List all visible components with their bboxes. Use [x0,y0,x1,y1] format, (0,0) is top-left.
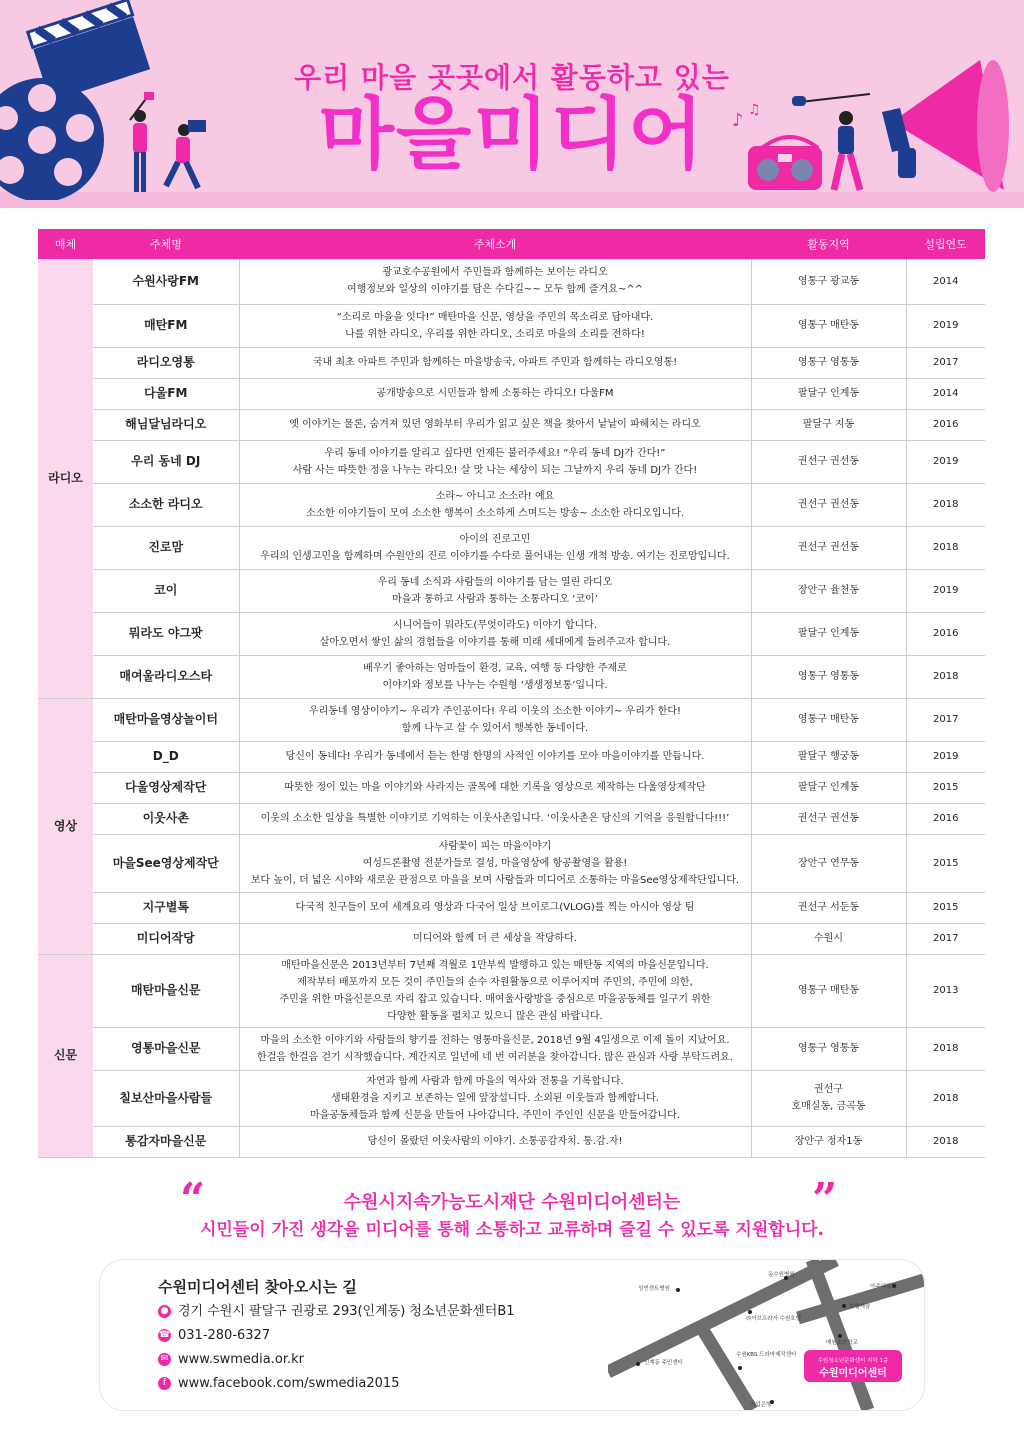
intro-line: 생태환경을 지키고 보존하는 일에 앞장섭니다. 소외된 이웃들과 함께합니다. [330,1092,660,1104]
area-line: 영통구 광교동 [797,275,860,287]
intro-line: 한걸음 한걸음 걷기 시작했습니다. 계간지로 일년에 네 번 여러분을 찾아갑니다. 많은 관심과 사랑 부탁드려요. [257,1051,733,1063]
intro-line: 매탄마을신문은 2013년부터 7년째 격월로 1만부씩 발행하고 있는 매탄동 지역의 마을신문입니다. [281,959,709,971]
group-intro-cell [239,569,751,612]
intro-line: 보다 높이, 더 넓은 시야와 새로운 관점으로 마을을 보며 사람들과 미디어로 소통하는 마을See영상제작단입니다. [250,874,740,886]
activity-area-cell [751,612,906,655]
close-quote-mark: ” [812,1174,838,1225]
media-category-cell: 라디오 [38,259,93,698]
intro-line: 자연과 함께 사람과 함께 마을의 역사와 전통을 기록합니다. [366,1075,624,1087]
table-row [38,483,985,526]
intro-line: 공개방송으로 시민들과 함께 소통하는 라디오! 다울FM [376,388,614,399]
table-row [38,378,985,409]
quote-line-1: 수원시지속가능도시재단 수원미디어센터는 [343,1192,681,1213]
founded-year-cell: 2019 [906,304,985,347]
table-row [38,655,985,698]
founded-year-cell: 2016 [906,803,985,834]
map-label-maewon-school: 매원초등학교 [826,1340,858,1346]
activity-area-cell [751,347,906,378]
table-row [38,834,985,892]
hero-banner [0,0,1024,208]
directions-card [100,1260,924,1410]
group-intro-cell [239,741,751,772]
intro-line: 마을의 소소한 이야기와 사람들의 향기를 전하는 영통마을신문, 2018년 9월 4일생으로 이제 돌이 지났어요. [260,1034,730,1046]
group-intro-cell [239,259,751,304]
page-title: 마을미디어 [318,90,706,180]
founded-year-cell: 2018 [906,483,985,526]
facebook-row [158,1375,399,1393]
intro-line: 아이의 진로고민 [459,533,531,545]
group-intro-cell [239,923,751,954]
activity-area-cell [751,440,906,483]
activity-area-cell [751,409,906,440]
table-row [38,1126,985,1157]
group-name-cell: 매탄마을영상놀이터 [93,698,239,741]
group-intro-cell [239,347,751,378]
table-header-row [38,229,985,259]
area-line: 영통구 매탄동 [797,320,860,331]
intro-line: 여성드론촬영 전문가들로 결성, 마을영상에 항공촬영을 활용! [362,857,628,869]
intro-line: 다국적 친구들이 모여 세계요리 영상과 다국어 일상 브이로그(VLOG)를 찍는 아시아 영상 팀 [295,902,695,913]
group-name-cell: 진로맘 [93,526,239,569]
table-row [38,409,985,440]
area-line: 팔달구 지동 [802,419,855,430]
intro-line: 주민을 위한 마을신문으로 자리 잡고 있습니다. 매여울사랑방을 중심으로 마을공동체를 일구기 위한 [279,993,711,1005]
facebook-icon: f [158,1377,171,1390]
table-row [38,803,985,834]
table-body [38,259,985,1157]
intro-line: 우리동네 영상이야기~ 우리가 주인공이다! 우리 이웃의 소소한 이야기~ 우리가 한다! [308,705,682,717]
intro-line: 이웃의 소소한 일상을 특별한 이야기로 기억하는 이웃사촌입니다. ‘이웃사촌은 당신의 기억을 응원합니다!!!’ [260,813,730,824]
website-row [158,1351,304,1369]
location-map [608,1260,924,1410]
group-intro-cell [239,834,751,892]
location-pin-icon: ● [158,1305,171,1318]
area-line: 팔달구 인계동 [797,782,860,793]
founded-year-cell: 2019 [906,569,985,612]
group-name-cell: 마을See영상제작단 [93,834,239,892]
activity-area-cell [751,954,906,1027]
mail-icon: ✉ [158,1353,171,1366]
founded-year-cell: 2018 [906,1027,985,1070]
intro-line: 다양한 활동을 펼치고 있으니 많은 관심 바랍니다. [387,1010,603,1022]
group-intro-cell [239,892,751,923]
directions-title: 수원미디어센터 찾아오시는 길 [158,1278,357,1296]
area-line: 영통구 매탄동 [797,985,860,996]
activity-area-cell [751,378,906,409]
map-label-st-vincent: 성빈센트병원 [638,1286,670,1292]
area-line: 권선구 [814,1084,843,1095]
activity-area-cell [751,741,906,772]
table-row [38,1027,985,1070]
phone-row [158,1327,270,1345]
table-row [38,741,985,772]
intro-line: 마을공동체들과 함께 신문을 만들어 나아갑니다. 주민이 주인인 신문을 만들어갑니다. [310,1109,680,1121]
phone-icon: ☎ [158,1330,171,1340]
group-name-cell: 이웃사촌 [93,803,239,834]
intro-line: 당신이 동네다! 우리가 동네에서 듣는 한명 한명의 사적인 이야기를 모아 마을이야기를 만듭니다. [285,751,705,762]
phone-text: 031-280-6327 [178,1328,271,1343]
area-line: 영통구 영통동 [797,671,860,682]
megaphone-icon [862,52,1024,202]
activity-area-cell [751,803,906,834]
area-line: 수원시 [814,933,843,944]
media-category-cell: 신문 [38,954,93,1157]
group-intro-cell [239,1070,751,1126]
group-name-cell: 미디어작당 [93,923,239,954]
svg-text:♪: ♪ [732,110,744,131]
intro-line: 나를 위한 라디오, 우리를 위한 라디오, 소리로 마을의 소리를 전하다! [345,328,645,340]
activity-area-cell [751,923,906,954]
area-line: 팔달구 행궁동 [797,751,860,762]
map-label-hospital: 동수원병원 [768,1272,795,1278]
founded-year-cell: 2014 [906,259,985,304]
table-row [38,698,985,741]
intro-line: 소라~ 아니고 소소라! 예요 [435,490,555,502]
group-intro-cell [239,483,751,526]
area-line: 영통구 영통동 [797,357,860,368]
map-label-university: 아주대학교 [870,1284,897,1290]
group-intro-cell [239,378,751,409]
group-name-cell: 뭐라도 야그팟 [93,612,239,655]
group-name-cell: 다울영상제작단 [93,772,239,803]
table-row [38,526,985,569]
table-row [38,892,985,923]
area-line: 장안구 정자1동 [794,1136,863,1147]
group-intro-cell [239,409,751,440]
group-name-cell: 매탄FM [93,304,239,347]
group-name-cell: 수원사랑FM [93,259,239,304]
intro-line: 이야기와 정보를 나누는 수원형 ‘생생정보통’입니다. [382,679,608,691]
intro-line: 우리 동네 이야기를 알리고 싶다면 언제든 불러주세요! “우리 동네 DJ가 간다!” [324,447,666,459]
founded-year-cell: 2015 [906,834,985,892]
group-name-cell: 소소한 라디오 [93,483,239,526]
group-intro-cell [239,698,751,741]
activity-area-cell [751,698,906,741]
group-intro-cell [239,526,751,569]
area-line: 팔달구 인계동 [797,388,860,399]
founded-year-cell: 2015 [906,892,985,923]
group-name-cell: 라디오영통 [93,347,239,378]
founded-year-cell: 2015 [906,772,985,803]
intro-line: 광교호수공원에서 주민들과 함께하는 보이는 라디오 [382,267,608,279]
activity-area-cell [751,772,906,803]
activity-area-cell [751,304,906,347]
founded-year-cell: 2017 [906,347,985,378]
header-subtitle: 우리 마을 곳곳에서 활동하고 있는 [294,61,730,94]
column-header-media: 매체 [38,229,93,259]
group-name-cell: 통감자마을신문 [93,1126,239,1157]
table-row [38,954,985,1027]
activity-area-cell [751,1070,906,1126]
map-label-ingye-center: 인계동 주민센터 [644,1360,683,1366]
intro-line: 우리 동네 소식과 사람들의 이야기를 담는 열린 라디오 [377,576,613,588]
group-intro-cell [239,1027,751,1070]
intro-line: 옛 이야기는 물론, 숨겨져 있던 영화부터 우리가 읽고 싶은 책을 찾아서 낱낱이 파헤치는 라디오 [289,419,701,430]
intro-line: 시니어들이 뭐라도(무엇이라도) 이야기 합니다. [392,619,598,631]
table-row [38,772,985,803]
group-intro-cell [239,612,751,655]
group-name-cell: 매탄마을신문 [93,954,239,1027]
map-label-kbs: 수원KBS 드라마제작센터 [736,1352,797,1358]
group-intro-cell [239,655,751,698]
founded-year-cell: 2019 [906,440,985,483]
area-line: 장안구 연무동 [797,857,860,869]
map-label-ibk: 기업은행 [750,1402,772,1408]
address-text: 경기 수원시 팔달구 권광로 293(인계동) 청소년문화센터B1 [178,1304,515,1319]
founded-year-cell: 2019 [906,741,985,772]
founded-year-cell: 2014 [906,378,985,409]
table-row [38,923,985,954]
founded-year-cell: 2018 [906,1126,985,1157]
intro-line: 여행정보와 일상의 이야기를 담은 수다길~~ 모두 함께 즐겨요~^^ [347,284,643,296]
activity-area-cell [751,1126,906,1157]
intro-line: 따뜻한 정이 있는 마을 이야기와 사라지는 골목에 대한 기록을 영상으로 제작하는 다울영상제작단 [284,782,706,793]
website-link[interactable]: www.swmedia.or.kr [178,1352,304,1367]
group-intro-cell [239,1126,751,1157]
intro-line: 당신이 몰랐던 이웃사람의 이야기. 소통공감자치. 통.감.자! [367,1136,623,1147]
area-line: 영통구 영통동 [797,1043,860,1054]
quote-line-2: 시민들이 가진 생각을 미디어를 통해 소통하고 교류하며 즐길 수 있도록 지원합니다. [200,1220,824,1240]
intro-line: 마을과 통하고 사람과 통하는 소통라디오 ‘코이’ [392,593,598,605]
intro-line: 제작부터 배포까지 모든 것이 주민들의 순수 자원활동으로 이루어지며 주민의, 주민에 의한, [297,976,693,988]
table-row [38,347,985,378]
group-name-cell: 다울FM [93,378,239,409]
area-line: 권선구 권선동 [797,456,860,467]
activity-area-cell [751,526,906,569]
area-line: 권선구 서둔동 [797,902,860,913]
founded-year-cell: 2013 [906,954,985,1027]
badge-maintext: 수원미디어센터 [819,1368,887,1379]
founded-year-cell: 2016 [906,612,985,655]
column-header-intro: 주체소개 [239,229,751,259]
table-row [38,440,985,483]
intro-line: 살아오면서 쌓인 삶의 경험들을 이야기를 통해 미래 세대에게 들려주고자 합니다. [319,636,671,648]
group-name-cell: 해님달님라디오 [93,409,239,440]
address-row [158,1303,515,1321]
intro-line: “소리로 마을을 잇다!” 매탄마을 신문, 영상을 주민의 목소리로 담아내다. [336,311,654,323]
group-intro-cell [239,803,751,834]
group-name-cell: 지구별톡 [93,892,239,923]
intro-line: 사람꽃이 피는 마을이야기 [438,840,552,852]
map-label-hotel-castle: 호텔캐슬 [849,1304,871,1310]
table-row [38,259,985,304]
activity-area-cell [751,569,906,612]
group-intro-cell [239,772,751,803]
table-row [38,1070,985,1126]
area-line: 팔달구 인계동 [797,628,860,639]
founded-year-cell: 2017 [906,698,985,741]
facebook-link[interactable]: www.facebook.com/swmedia2015 [178,1376,400,1391]
group-intro-cell [239,304,751,347]
table-row [38,569,985,612]
group-name-cell: 영통마을신문 [93,1027,239,1070]
area-line: 장안구 율천동 [797,585,860,596]
group-name-cell: 매여울라디오스타 [93,655,239,698]
founded-year-cell: 2018 [906,526,985,569]
group-name-cell: D_D [93,741,239,772]
area-line: 권선구 권선동 [797,499,860,510]
intro-line: 배우기 좋아하는 엄마들이 환경, 교육, 여행 등 다양한 주제로 [363,662,627,674]
column-header-year: 설립연도 [906,229,985,259]
intro-line: 국내 최초 아파트 주민과 함께하는 마을방송국, 아파트 주민과 함께하는 라디오영통! [312,357,678,368]
activity-area-cell [751,259,906,304]
activity-area-cell [751,483,906,526]
table-row [38,612,985,655]
area-line: 호매실동, 금곡동 [791,1101,866,1112]
intro-line: 함께 나누고 살 수 있어서 행복한 동네이다. [401,722,589,734]
activity-area-cell [751,892,906,923]
area-line: 권선구 권선동 [797,542,860,553]
media-category-cell: 영상 [38,698,93,954]
intro-line: 미디어와 함께 더 큰 세상을 작당하다. [413,933,577,944]
intro-line: 사람 사는 따뜻한 정을 나누는 라디오! 살 맛 나는 세상이 되는 그날까지 우리 동네 DJ가 간다! [292,464,698,476]
group-intro-cell [239,954,751,1027]
area-line: 영통구 매탄동 [797,714,860,725]
map-label-live-plaza: 라이브프라자 수원호텔 [746,1316,801,1322]
activity-area-cell [751,655,906,698]
activity-area-cell [751,1027,906,1070]
area-line: 권선구 권선동 [797,813,860,824]
activity-area-cell [751,834,906,892]
group-name-cell: 코이 [93,569,239,612]
open-quote-mark: “ [180,1174,206,1225]
group-name-cell: 우리 동네 DJ [93,440,239,483]
founded-year-cell: 2017 [906,923,985,954]
founded-year-cell: 2018 [906,655,985,698]
group-intro-cell [239,440,751,483]
founded-year-cell: 2018 [906,1070,985,1126]
badge-subtext: 수원청소년문화센터 지하 1층 [817,1358,889,1364]
village-media-table [38,229,985,1158]
intro-line: 소소한 이야기들이 모여 소소한 행복이 소소하게 스며드는 방송~ 소소한 라디오입니다. [305,507,685,519]
founded-year-cell: 2016 [906,409,985,440]
column-header-area: 활동지역 [751,229,906,259]
intro-line: 우리의 인생고민을 함께하며 수원안의 진로 이야기를 수다로 풀어내는 인생 개척 방송. 여기는 진로맘입니다. [260,550,730,562]
table-row [38,304,985,347]
svg-text:♫: ♫ [748,102,761,118]
column-header-name: 주체명 [93,229,239,259]
group-name-cell: 칠보산마을사람들 [93,1070,239,1126]
